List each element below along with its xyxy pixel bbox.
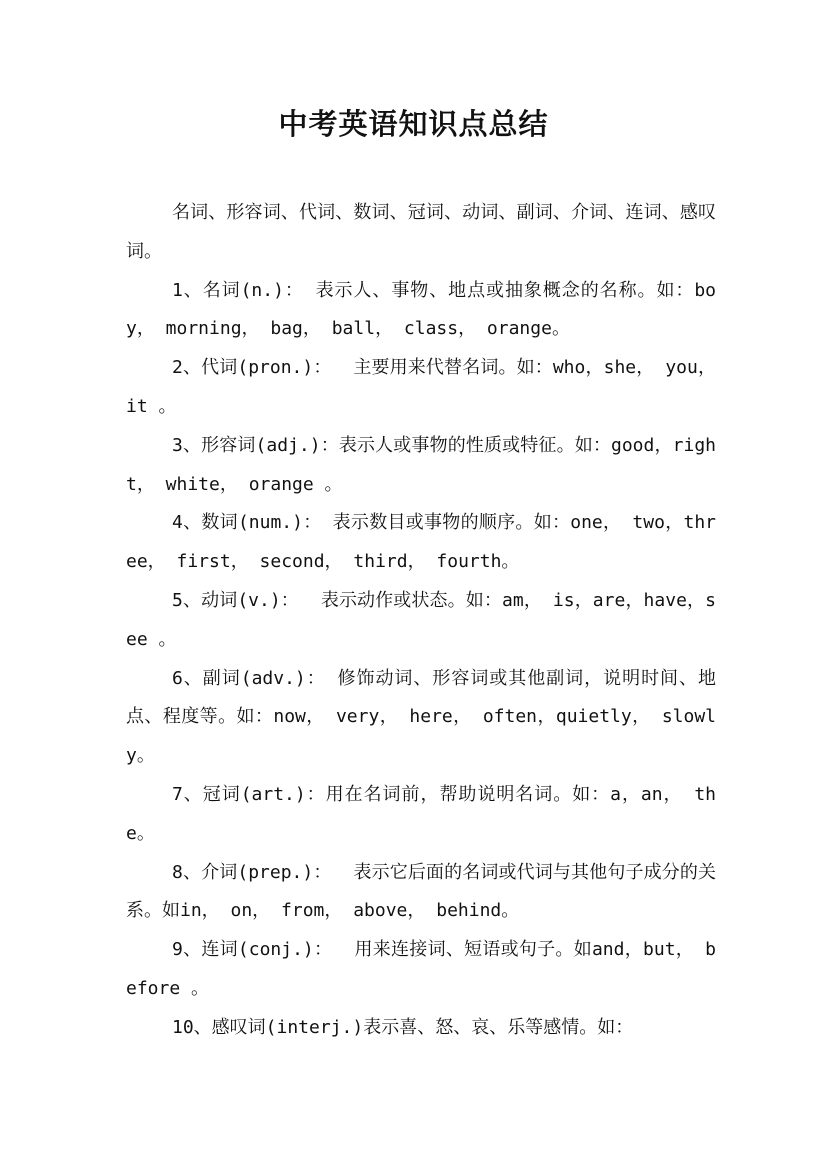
paragraph-intro: 名词、形容词、代词、数词、冠词、动词、副词、介词、连词、感叹词。 [126, 202, 716, 262]
paragraph-interjection: 10、感叹词(interj.)表示喜、怒、哀、乐等感情。如： [172, 1016, 634, 1038]
paragraph-numeral: 4、数词(num.)： 表示数目或事物的顺序。如：one， two，three， first， second， third， fourth。 [126, 512, 716, 573]
document-body [126, 194, 727, 1048]
paragraph-adjective: 3、形容词(adj.)：表示人或事物的性质或特征。如：good，right， white， orange 。 [126, 434, 716, 495]
paragraph-conjunction: 9、连词(conj.)： 用来连接词、短语或句子。如and，but， before 。 [126, 939, 716, 999]
paragraph-article: 7、冠词(art.)：用在名词前，帮助说明名词。如：a，an， the。 [126, 783, 716, 844]
paragraph-preposition: 8、介词(prep.)： 表示它后面的名词或代词与其他句子成分的关系。如in， on， from， above， behind。 [126, 861, 716, 922]
paragraph-pronoun: 2、代词(pron.)： 主要用来代替名词。如：who，she， you， it 。 [126, 357, 727, 417]
page-title: 中考英语知识点总结 [278, 107, 549, 141]
paragraph-adverb: 6、副词(adv.)： 修饰动词、形容词或其他副词，说明时间、地点、程度等。如：now， very， here， often，quietly， slowly。 [126, 667, 716, 767]
paragraph-noun: 1、名词(n.)： 表示人、事物、地点或抽象概念的名称。如：boy， morning， bag， ball， class， orange。 [126, 279, 716, 340]
paragraph-verb: 5、动词(v.)： 表示动作或状态。如：am， is，are，have，see 。 [126, 589, 716, 650]
